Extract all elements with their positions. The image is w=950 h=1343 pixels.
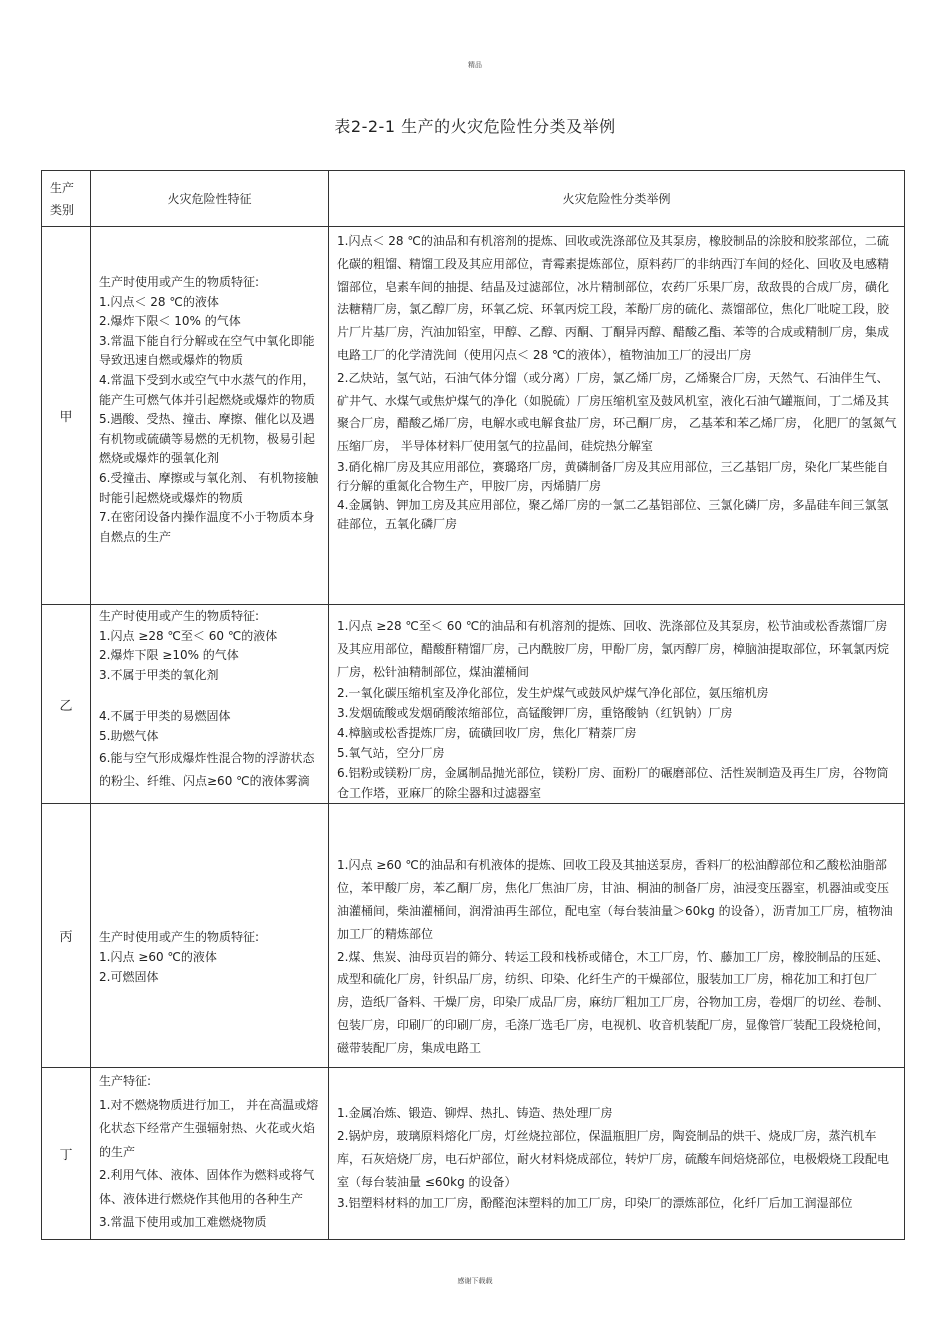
table-row-jia [42,227,905,605]
header-category [42,171,91,227]
examples-cell [329,804,905,1068]
feature-item: 1.闪点＜ 28 ℃的液体 [99,294,219,309]
fire-hazard-table [41,170,905,1240]
example-item: 4.金属钠、钾加工房及其应用部位，聚乙烯厂房的一氯二乙基铝部位、三氯化磷厂房，多晶硅车间三氯氢硅部位，五氧化磷厂房 [337,497,889,531]
feature-item: 3.不属于甲类的氧化剂 [99,667,219,682]
example-item: 3.发烟硫酸或发烟硝酸浓缩部位，高锰酸钾厂房，重铬酸钠（红钒钠）厂房 [337,706,733,721]
features-cell [91,1068,329,1240]
table-header-row [42,171,905,227]
header-watermark: 精品 [468,61,482,69]
feature-item: 生产时使用或产生的物质特征: [99,930,260,945]
examples-cell [329,227,905,605]
feature-item: 2.利用气体、液体、固体作为燃料或将气体、液体进行燃烧作其他用的各种生产 [99,1168,315,1206]
feature-item: 3.常温下能自行分解或在空气中氧化即能导致迅速自燃或爆炸的物质 [99,333,315,368]
feature-item: 5.遇酸、受热、撞击、摩擦、催化以及遇有机物或硫磺等易燃的无机物，极易引起燃烧或爆炸的强氧化剂 [99,412,316,466]
example-item: 3.铝塑料材料的加工厂房，酚醛泡沫塑料的加工厂房，印染厂的漂炼部位，化纤厂后加工润湿部位 [337,1195,853,1210]
examples-cell [329,1068,905,1240]
example-item: 2.一氧化碳压缩机室及净化部位，发生炉煤气或鼓风炉煤气净化部位，氨压缩机房 [337,686,769,701]
feature-item: 5.助燃气体 [99,728,159,743]
features-cell [91,804,329,1068]
table-row-yi [42,605,905,804]
example-item: 5.氧气站，空分厂房 [337,746,445,761]
header-examples: 火灾危险性分类举例 [329,171,905,227]
category-cell: 甲 [42,227,91,605]
category-cell: 乙 [42,605,91,804]
example-item: 1.闪点 ≥28 ℃至＜ 60 ℃的油品和有机溶剂的提炼、回收、洗涤部位及其泵房，松节油或松香蒸馏厂房及其应用部位，醋酸酐精馏厂房，己内酰胺厂房，甲酚厂房，氯丙醇厂房，樟脑油提取部位，环氧氯丙烷厂房，松针油精制部位，煤油灌桶间 [337,619,890,679]
example-item: 6.铝粉或镁粉厂房，金属制品抛光部位，镁粉厂房、面粉厂的碾磨部位、活性炭制造及再生厂房，谷物筒仓工作塔，亚麻厂的除尘器和过滤器室 [337,766,889,801]
example-item: 2.煤、焦炭、油母页岩的筛分、转运工段和栈桥或储仓，木工厂房，竹、藤加工厂房，橡胶制品的压延、成型和硫化厂房，针织品厂房，纺织、印染、化纤生产的干燥部位，服装加工厂房，棉花加工和打包厂房，造纸厂备料、干燥厂房，印染厂成品厂房，麻纺厂粗加工厂房，谷物加工房，卷烟厂的切丝、卷制、包装厂房，印刷厂的印刷厂房，毛涤厂选毛厂房，电视机、收音机装配厂房，显像管厂装配工段烧枪间，磁带装配厂房，集成电路工 [337,949,890,1055]
example-item: 2.锅炉房，玻璃原料熔化厂房，灯丝烧拉部位，保温瓶胆厂房，陶瓷制品的烘干、烧成厂房，蒸汽机车库，石灰焙烧厂房，电石炉部位，耐火材料烧成部位，转炉厂房，硫酸车间焙烧部位，电极煅烧工段配电室（每台装油量 ≤60kg 的设备） [337,1129,890,1189]
feature-item: 4.不属于甲类的易燃固体 [99,709,231,724]
example-item: 1.闪点＜ 28 ℃的油品和有机溶剂的提炼、回收或洗涤部位及其泵房，橡胶制品的涂胶和胶浆部位，二硫化碳的粗馏、精馏工段及其应用部位，青霉素提炼部位，原料药厂的非纳西汀车间的烃化、回收及电感精馏部位，皂素车间的抽提、结晶及过滤部位，冰片精制部位，农药厂乐果厂房，敌敌畏的合成厂房，磺化法糖精厂房，氯乙醇厂房，环氧乙烷、环氧丙烷工段，苯酚厂房的硫化、蒸馏部位，焦化厂吡啶工段，胶片厂片基厂房，汽油加铅室，甲醇、乙醇、丙酮、丁酮异丙醇、醋酸乙酯、苯等的合成或精制厂房，集成电路工厂的化学清洗间（使用闪点＜ 28 ℃的液体），植物油加工厂的浸出厂房 [337,234,890,362]
feature-item: 3.常温下使用或加工难燃烧物质 [99,1215,267,1230]
feature-item: 1.闪点 ≥28 ℃至＜ 60 ℃的液体 [99,628,278,643]
example-item: 1.闪点 ≥60 ℃的油品和有机液体的提炼、回收工段及其抽送泵房，香料厂的松油醇部位和乙酸松油脂部位，苯甲酸厂房，苯乙酮厂房，焦化厂焦油厂房，甘油、桐油的制备厂房，油浸变压器室，机器油或变压油灌桶间，柴油灌桶间，润滑油再生部位，配电室（每台装油量＞60kg 的设备），沥青加工厂房，植物油加工厂的精炼部位 [337,858,893,941]
example-item: 1.金属冶炼、锻造、铆焊、热扎、铸造、热处理厂房 [337,1106,613,1121]
feature-item: 2.爆炸下限＜ 10% 的气体 [99,314,241,329]
header-category-line2: 类别 [50,203,75,217]
feature-item: 1.对不燃烧物质进行加工， 并在高温或熔化状态下经常产生强辐射热、火花或火焰的生产 [99,1097,319,1159]
example-item: 2.乙炔站，氢气站，石油气体分馏（或分离）厂房，氯乙烯厂房，乙烯聚合厂房，天然气、石油伴生气、矿井气、水煤气或焦炉煤气的净化（如脱硫）厂房压缩机室及鼓风机室，液化石油气罐瓶间，丁二烯及其聚合厂房，醋酸乙烯厂房，电解水或电解食盐厂房，环己酮厂房， 乙基苯和苯乙烯厂房， 化肥厂的氢氮气压缩厂房， 半导体材料厂使用氢气的拉晶间，硅烷热分解室 [337,370,897,454]
feature-item: 6.受撞击、摩擦或与氧化剂、 有机物接触时能引起燃烧或爆炸的物质 [99,470,319,505]
header-category-line1: 生产 [50,181,75,195]
feature-item: 4.常温下受到水或空气中水蒸气的作用，能产生可燃气体并引起燃烧或爆炸的物质 [99,372,316,407]
footer-watermark: 感谢下载载 [457,1277,493,1285]
feature-item: 1.闪点 ≥60 ℃的液体 [99,949,217,964]
feature-item: 2.可燃固体 [99,969,159,984]
example-item: 3.硝化棉厂房及其应用部位，赛璐珞厂房，黄磷制备厂房及其应用部位，三乙基铝厂房，染化厂某些能自行分解的重氮化合物生产，甲胺厂房，丙烯腈厂房 [337,459,889,493]
feature-item: 生产特征: [99,1074,152,1089]
header-features: 火灾危险性特征 [91,171,329,227]
category-cell: 丙 [42,804,91,1068]
feature-item: 7.在密闭设备内操作温度不小于物质本身自燃点的生产 [99,510,315,544]
example-item: 4.樟脑或松香提炼厂房，硫磺回收厂房，焦化厂精萘厂房 [337,726,637,741]
table-row-bing [42,804,905,1068]
table-row-ding [42,1068,905,1240]
page-title: 表2-2-1 生产的火灾危险性分类及举例 [334,117,616,136]
feature-item: 生产时使用或产生的物质特征: [99,609,260,623]
features-cell [91,605,329,804]
feature-item: 生产时使用或产生的物质特征: [99,275,260,289]
category-cell: 丁 [42,1068,91,1240]
feature-item: 2.爆炸下限 ≥10% 的气体 [99,648,239,663]
feature-item: 6.能与空气形成爆炸性混合物的浮游状态的粉尘、纤维、闪点≥60 ℃的液体雾滴 [99,750,315,788]
examples-cell [329,605,905,804]
features-cell [91,227,329,605]
